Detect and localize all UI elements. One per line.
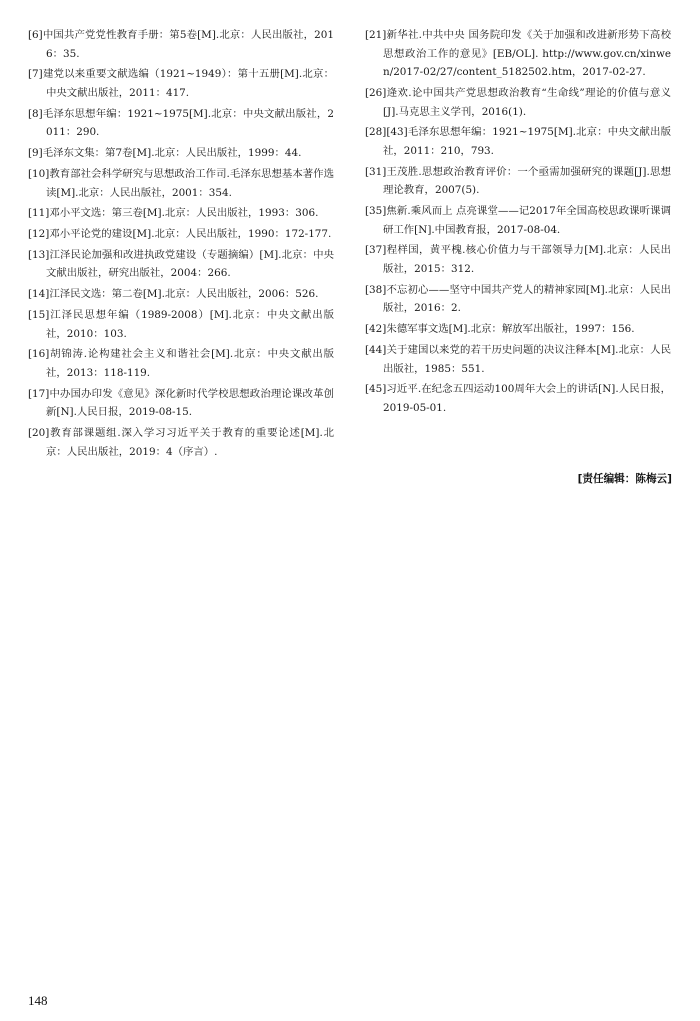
reference-item: [28][43]毛泽东思想年编：1921~1975[M].北京：中央文献出版社，2011：210，793. [365, 126, 671, 157]
reference-item: [21]新华社.中共中央 国务院印发《关于加强和改进新形势下高校思想政治工作的意见》[EB/OL]. http://www.gov.cn/xinwen/2017-02/27/content_5182502.htm，2017-02-27. [365, 29, 671, 79]
reference-item: [15]江泽民思想年编（1989-2008）[M].北京：中央文献出版社，2010：103. [28, 309, 334, 340]
reference-item: [44]关于建国以来党的若干历史问题的决议注释本[M].北京：人民出版社，1985：551. [365, 344, 671, 375]
reference-item: [8]毛泽东思想年编：1921~1975[M].北京：中央文献出版社，2011：290. [28, 107, 334, 139]
reference-item: [37]程样国，黄平槐.核心价值力与干部领导力[M].北京：人民出版社，2015：312. [365, 244, 671, 276]
reference-item: [13]江泽民论加强和改进执政党建设（专题摘编）[M].北京：中央文献出版社，研究出版社，2004：266. [28, 248, 334, 280]
reference-item: [38]不忘初心——坚守中国共产党人的精神家园[M].北京：人民出版社，2016：2. [365, 283, 671, 315]
reference-item: [9]毛泽东文集：第7卷[M].北京：人民出版社，1999：44. [28, 147, 302, 160]
reference-item: [14]江泽民文选：第二卷[M].北京：人民出版社，2006：526. [28, 288, 319, 301]
reference-item: [16]胡锦涛.论构建社会主义和谐社会[M].北京：中央文献出版社，2013：118-119. [28, 348, 334, 379]
reference-item: [7]建党以来重要文献选编（1921~1949）：第十五册[M].北京：中央文献出版社，2011：417. [28, 68, 334, 99]
reference-item: [10]教育部社会科学研究与思想政治工作司.毛泽东思想基本著作选读[M].北京：人民出版社，2001：354. [28, 167, 334, 199]
reference-item: [26]逄欢.论中国共产党思想政治教育“生命线”理论的价值与意义[J].马克思主义学刊，2016(1). [365, 86, 671, 118]
reference-item: [12]邓小平论党的建设[M].北京：人民出版社，1990：172-177. [28, 228, 332, 241]
reference-item: [35]焦新.乘风而上 点亮课堂——记2017年全国高校思政课听课调研工作[N].中国教育报，2017-08-04. [365, 205, 671, 236]
references-left-column [28, 26, 334, 464]
responsible-editor-note: [责任编辑：陈梅云] [577, 473, 672, 485]
reference-item: [42]朱德军事文选[M].北京：解放军出版社，1997：156. [365, 323, 635, 336]
reference-item: [31]王茂胜.思想政治教育评价：一个亟需加强研究的课题[J].思想理论教育，2007(5). [365, 165, 671, 197]
reference-item: [17]中办国办印发《意见》深化新时代学校思想政治理论课改革创新[N].人民日报，2019-08-15. [28, 387, 334, 419]
reference-item: [6]中国共产党党性教育手册：第5卷[M].北京：人民出版社，2016：35. [28, 29, 334, 60]
references-right-column [365, 26, 671, 420]
page-number: 148 [28, 993, 48, 1008]
reference-item: [45]习近平.在纪念五四运动100周年大会上的讲话[N].人民日报，2019-05-01. [365, 383, 671, 414]
reference-item: [20]教育部课题组.深入学习习近平关于教育的重要论述[M].北京：人民出版社，2019：4（序言）. [28, 427, 334, 458]
reference-item: [11]邓小平文选：第三卷[M].北京：人民出版社，1993：306. [28, 207, 319, 220]
